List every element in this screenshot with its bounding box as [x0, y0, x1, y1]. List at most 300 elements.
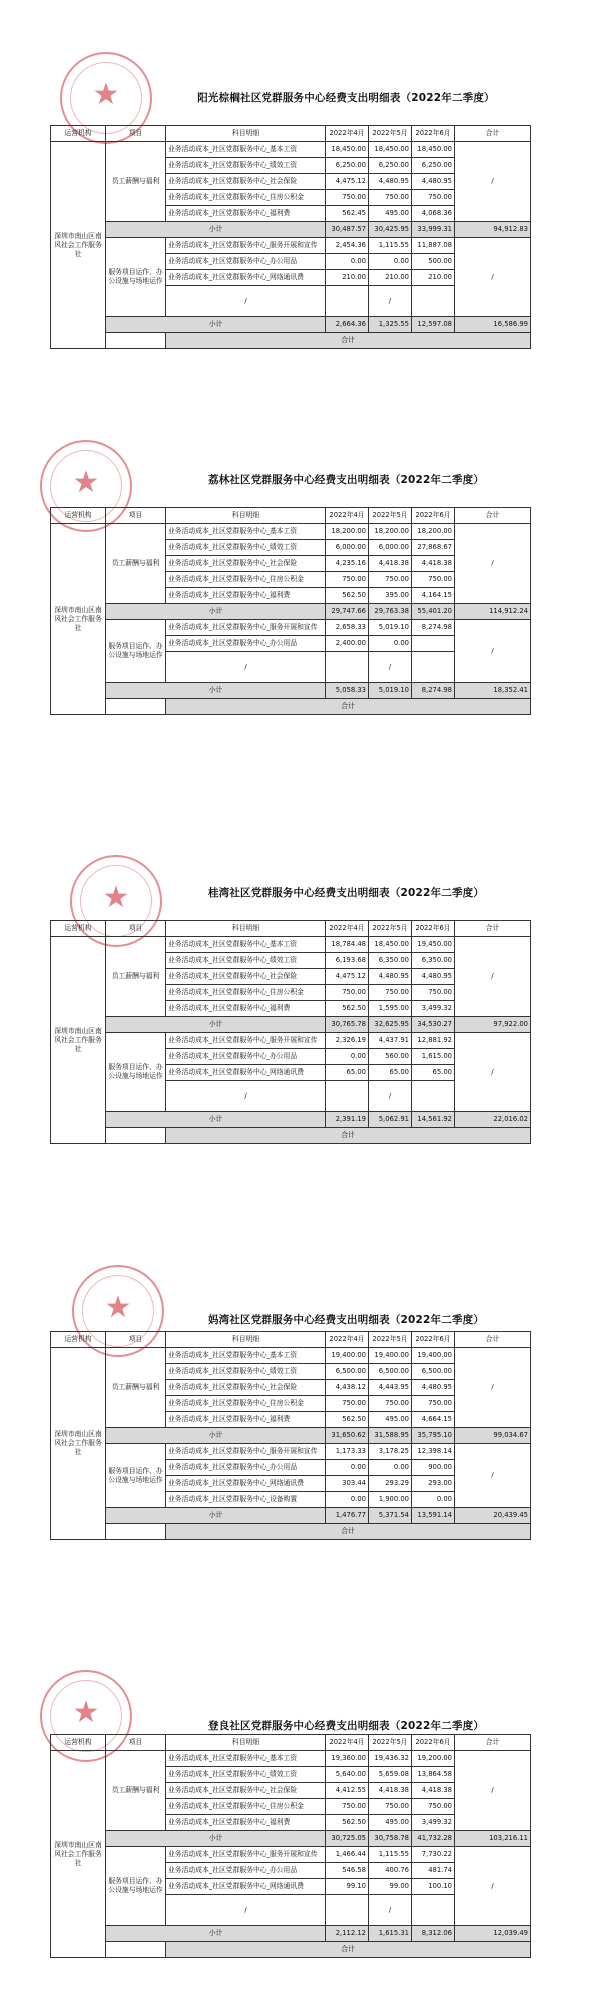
value-april: 750.00 [326, 985, 369, 1001]
value-june: 4,480.95 [412, 174, 455, 190]
group-name: 服务项目运作、办公设施与场地运作 [106, 1444, 166, 1508]
value-april: 0.00 [326, 1492, 369, 1508]
subtotal-row [51, 222, 531, 238]
item-name: 业务活动成本_社区党群服务中心_服务开展和宣传 [166, 620, 326, 636]
value-may: 1,595.00 [369, 1001, 412, 1017]
value-june: 6,500.00 [412, 1364, 455, 1380]
value-april: 4,412.55 [326, 1783, 369, 1799]
grand-total-row [51, 1524, 531, 1540]
subtotal-label: 小计 [106, 1428, 326, 1444]
subtotal-april: 2,391.19 [326, 1112, 369, 1128]
value-april: 1,466.44 [326, 1847, 369, 1863]
header-june: 2022年6月 [412, 508, 455, 524]
value-april: 2,658.33 [326, 620, 369, 636]
value-may: 4,443.95 [369, 1380, 412, 1396]
value-june: 500.00 [412, 254, 455, 270]
item-name: 业务活动成本_社区党群服务中心_社会保险 [166, 969, 326, 985]
item-name: 业务活动成本_社区党群服务中心_福利费 [166, 206, 326, 222]
item-name: 业务活动成本_社区党群服务中心_社会保险 [166, 174, 326, 190]
table-row [51, 937, 531, 953]
item-name: 业务活动成本_社区党群服务中心_服务开展和宣传 [166, 1033, 326, 1049]
subtotal-label: 小计 [106, 1831, 326, 1847]
value-june: 18,450.00 [412, 142, 455, 158]
row-total-mark: / [455, 142, 531, 222]
value-may: 4,480.95 [369, 969, 412, 985]
item-name: 业务活动成本_社区党群服务中心_绩效工资 [166, 953, 326, 969]
table-row [51, 1348, 531, 1364]
value-april: 2,454.36 [326, 238, 369, 254]
header-item: 科目明细 [166, 508, 326, 524]
subtotal-june: 33,999.31 [412, 222, 455, 238]
item-name: 业务活动成本_社区党群服务中心_办公用品 [166, 254, 326, 270]
subtotal-april: 31,650.62 [326, 1428, 369, 1444]
item-name: 业务活动成本_社区党群服务中心_网络通讯费 [166, 1476, 326, 1492]
value-june: 4,164.15 [412, 588, 455, 604]
seal-star-icon: ★ [92, 77, 120, 112]
header-row [51, 1735, 531, 1751]
row-total-mark: / [455, 1751, 531, 1831]
item-name: 业务活动成本_社区党群服务中心_社会保险 [166, 1380, 326, 1396]
value-may: 400.76 [369, 1863, 412, 1879]
expense-table [50, 507, 531, 715]
header-april: 2022年4月 [326, 1735, 369, 1751]
value-may: / [369, 1081, 412, 1112]
org-name: 深圳市南山区南风社会工作服务社 [51, 524, 106, 715]
header-project: 项目 [106, 508, 166, 524]
value-april [326, 652, 369, 683]
value-april: 546.58 [326, 1863, 369, 1879]
subtotal-april: 1,476.77 [326, 1508, 369, 1524]
subtotal-row [51, 1428, 531, 1444]
item-name: 业务活动成本_社区党群服务中心_绩效工资 [166, 540, 326, 556]
blank-cell [106, 1128, 166, 1144]
item-name: 业务活动成本_社区党群服务中心_服务开展和宣传 [166, 1444, 326, 1460]
value-april: 18,784.48 [326, 937, 369, 953]
value-april: 2,400.00 [326, 636, 369, 652]
item-name: 业务活动成本_社区党群服务中心_住房公积金 [166, 1396, 326, 1412]
subtotal-label: 小计 [106, 1508, 326, 1524]
value-april: 99.10 [326, 1879, 369, 1895]
value-june: 750.00 [412, 1396, 455, 1412]
value-june: 4,418.38 [412, 1783, 455, 1799]
value-june: 100.10 [412, 1879, 455, 1895]
value-may: 495.00 [369, 206, 412, 222]
subtotal-row [51, 317, 531, 333]
table-row [51, 1847, 531, 1863]
item-name: 业务活动成本_社区党群服务中心_办公用品 [166, 1863, 326, 1879]
subtotal-april: 29,747.66 [326, 604, 369, 620]
item-name: 业务活动成本_社区党群服务中心_办公用品 [166, 636, 326, 652]
item-name: 业务活动成本_社区党群服务中心_设备购置 [166, 1492, 326, 1508]
value-june: 12,881.92 [412, 1033, 455, 1049]
grand-total-row [51, 699, 531, 715]
item-name: 业务活动成本_社区党群服务中心_福利费 [166, 588, 326, 604]
subtotal-may: 5,019.10 [369, 683, 412, 699]
org-name: 深圳市南山区南风社会工作服务社 [51, 142, 106, 349]
header-row [51, 508, 531, 524]
table-row [51, 1444, 531, 1460]
value-june: 210.00 [412, 270, 455, 286]
subtotal-may: 30,425.95 [369, 222, 412, 238]
value-april: 1,173.33 [326, 1444, 369, 1460]
header-april: 2022年4月 [326, 921, 369, 937]
value-april: 0.00 [326, 254, 369, 270]
header-project: 项目 [106, 1332, 166, 1348]
subtotal-april: 2,112.12 [326, 1926, 369, 1942]
value-may: 18,450.00 [369, 142, 412, 158]
blank-cell [106, 1942, 166, 1958]
header-total: 合计 [455, 921, 531, 937]
subtotal-may: 30,758.78 [369, 1831, 412, 1847]
value-april: 562.50 [326, 1412, 369, 1428]
subtotal-may: 5,062.91 [369, 1112, 412, 1128]
item-name: 业务活动成本_社区党群服务中心_服务开展和宣传 [166, 1847, 326, 1863]
value-june [412, 1081, 455, 1112]
group-name: 服务项目运作、办公设施与场地运作 [106, 1847, 166, 1926]
header-june: 2022年6月 [412, 126, 455, 142]
value-june: 4,068.36 [412, 206, 455, 222]
table-row [51, 524, 531, 540]
header-item: 科目明细 [166, 126, 326, 142]
subtotal-june: 12,597.08 [412, 317, 455, 333]
value-may: / [369, 286, 412, 317]
value-june: 19,450.00 [412, 937, 455, 953]
subtotal-may: 32,625.95 [369, 1017, 412, 1033]
item-name: 业务活动成本_社区党群服务中心_网络通讯费 [166, 1879, 326, 1895]
value-april: 4,475.12 [326, 969, 369, 985]
seal-star-icon: ★ [104, 1290, 132, 1325]
subtotal-total: 12,039.49 [455, 1926, 531, 1942]
table-title: 阳光棕榈社区党群服务中心经费支出明细表（2022年二季度） [197, 92, 495, 104]
value-april [326, 1081, 369, 1112]
group-name: 员工薪酬与福利 [106, 937, 166, 1017]
table-title: 荔林社区党群服务中心经费支出明细表（2022年二季度） [207, 474, 485, 486]
value-may: 1,115.55 [369, 1847, 412, 1863]
subtotal-may: 29,763.38 [369, 604, 412, 620]
seal-star-icon: ★ [102, 880, 130, 915]
item-name: 业务活动成本_社区党群服务中心_住房公积金 [166, 985, 326, 1001]
row-total-mark: / [455, 620, 531, 683]
header-project: 项目 [106, 1735, 166, 1751]
header-may: 2022年5月 [369, 126, 412, 142]
value-april: 6,250.00 [326, 158, 369, 174]
value-june: 18,200.00 [412, 524, 455, 540]
value-june: 4,480.95 [412, 969, 455, 985]
value-june: 4,480.95 [412, 1380, 455, 1396]
subtotal-total: 97,922.00 [455, 1017, 531, 1033]
table-row [51, 620, 531, 636]
subtotal-total: 22,016.02 [455, 1112, 531, 1128]
table-title: 桂湾社区党群服务中心经费支出明细表（2022年二季度） [207, 887, 485, 899]
value-april: 562.45 [326, 206, 369, 222]
org-name: 深圳市南山区南风社会工作服务社 [51, 937, 106, 1144]
value-may: 18,200.00 [369, 524, 412, 540]
value-april: 65.00 [326, 1065, 369, 1081]
value-may: 495.00 [369, 1412, 412, 1428]
grand-total-label: 合计 [166, 333, 531, 349]
subtotal-label: 小计 [106, 1017, 326, 1033]
item-name: 业务活动成本_社区党群服务中心_绩效工资 [166, 1767, 326, 1783]
blank-cell [106, 333, 166, 349]
grand-total-label: 合计 [166, 699, 531, 715]
value-june: 750.00 [412, 985, 455, 1001]
value-may: 495.00 [369, 1815, 412, 1831]
value-april [326, 1895, 369, 1926]
subtotal-april: 30,765.78 [326, 1017, 369, 1033]
item-name: 业务活动成本_社区党群服务中心_住房公积金 [166, 1799, 326, 1815]
subtotal-may: 1,325.55 [369, 317, 412, 333]
value-june: 293.00 [412, 1476, 455, 1492]
value-june: 1,615.00 [412, 1049, 455, 1065]
header-total: 合计 [455, 126, 531, 142]
subtotal-total: 114,912.24 [455, 604, 531, 620]
value-june: 3,499.32 [412, 1001, 455, 1017]
table-title: 妈湾社区党群服务中心经费支出明细表（2022年二季度） [207, 1314, 485, 1326]
value-june: 481.74 [412, 1863, 455, 1879]
header-project: 项目 [106, 126, 166, 142]
value-may: 750.00 [369, 190, 412, 206]
value-april [326, 286, 369, 317]
value-may: 4,480.95 [369, 174, 412, 190]
value-may: 0.00 [369, 1460, 412, 1476]
value-may: 750.00 [369, 1396, 412, 1412]
value-june: 6,350.00 [412, 953, 455, 969]
value-may: 1,115.55 [369, 238, 412, 254]
item-name: 业务活动成本_社区党群服务中心_社会保险 [166, 556, 326, 572]
value-april: 0.00 [326, 1049, 369, 1065]
value-may: / [369, 1895, 412, 1926]
value-may: 750.00 [369, 572, 412, 588]
value-may: 560.00 [369, 1049, 412, 1065]
grand-total-row [51, 333, 531, 349]
value-june: 750.00 [412, 1799, 455, 1815]
table-title: 登良社区党群服务中心经费支出明细表（2022年二季度） [207, 1720, 485, 1732]
value-may: 293.29 [369, 1476, 412, 1492]
header-org: 运营机构 [51, 126, 106, 142]
value-may: 6,500.00 [369, 1364, 412, 1380]
header-june: 2022年6月 [412, 1332, 455, 1348]
subtotal-may: 5,371.54 [369, 1508, 412, 1524]
table-row [51, 238, 531, 254]
header-row [51, 1332, 531, 1348]
value-april: 562.50 [326, 1815, 369, 1831]
value-april: 5,640.00 [326, 1767, 369, 1783]
value-may: 0.00 [369, 254, 412, 270]
header-total: 合计 [455, 1332, 531, 1348]
value-april: 19,360.00 [326, 1751, 369, 1767]
item-name: 业务活动成本_社区党群服务中心_住房公积金 [166, 190, 326, 206]
org-name: 深圳市南山区南风社会工作服务社 [51, 1751, 106, 1958]
item-name: 业务活动成本_社区党群服务中心_服务开展和宣传 [166, 238, 326, 254]
header-row [51, 126, 531, 142]
grand-total-row [51, 1942, 531, 1958]
value-april: 750.00 [326, 1799, 369, 1815]
value-may: 18,450.00 [369, 937, 412, 953]
value-april: 562.50 [326, 588, 369, 604]
value-june: 3,499.32 [412, 1815, 455, 1831]
value-april: 2,326.19 [326, 1033, 369, 1049]
subtotal-total: 94,912.83 [455, 222, 531, 238]
item-name: / [166, 286, 326, 317]
expense-table [50, 1331, 531, 1540]
subtotal-june: 55,401.20 [412, 604, 455, 620]
subtotal-label: 小计 [106, 683, 326, 699]
seal-star-icon: ★ [72, 465, 100, 500]
item-name: / [166, 652, 326, 683]
value-june: 4,418.38 [412, 556, 455, 572]
group-name: 服务项目运作、办公设施与场地运作 [106, 620, 166, 683]
value-june: 19,400.00 [412, 1348, 455, 1364]
subtotal-total: 20,439.45 [455, 1508, 531, 1524]
value-may: 0.00 [369, 636, 412, 652]
header-june: 2022年6月 [412, 921, 455, 937]
subtotal-label: 小计 [106, 317, 326, 333]
subtotal-april: 5,058.33 [326, 683, 369, 699]
item-name: 业务活动成本_社区党群服务中心_网络通讯费 [166, 270, 326, 286]
value-may: 4,418.38 [369, 1783, 412, 1799]
grand-total-row [51, 1128, 531, 1144]
item-name: 业务活动成本_社区党群服务中心_网络通讯费 [166, 1065, 326, 1081]
subtotal-row [51, 1508, 531, 1524]
header-may: 2022年5月 [369, 921, 412, 937]
row-total-mark: / [455, 524, 531, 604]
subtotal-june: 14,561.92 [412, 1112, 455, 1128]
value-june: 0.00 [412, 1492, 455, 1508]
expense-table [50, 125, 531, 349]
row-total-mark: / [455, 1444, 531, 1508]
value-april: 6,500.00 [326, 1364, 369, 1380]
subtotal-june: 34,530.27 [412, 1017, 455, 1033]
value-april: 4,438.12 [326, 1380, 369, 1396]
value-may: 4,418.38 [369, 556, 412, 572]
table-row [51, 1751, 531, 1767]
item-name: 业务活动成本_社区党群服务中心_福利费 [166, 1001, 326, 1017]
header-project: 项目 [106, 921, 166, 937]
subtotal-label: 小计 [106, 604, 326, 620]
row-total-mark: / [455, 1348, 531, 1428]
subtotal-row [51, 1926, 531, 1942]
value-june: 8,274.98 [412, 620, 455, 636]
value-june: 7,730.22 [412, 1847, 455, 1863]
item-name: 业务活动成本_社区党群服务中心_基本工资 [166, 1348, 326, 1364]
value-may: 65.00 [369, 1065, 412, 1081]
header-may: 2022年5月 [369, 1735, 412, 1751]
value-may: 395.00 [369, 588, 412, 604]
value-may: 4,437.91 [369, 1033, 412, 1049]
value-may: 6,350.00 [369, 953, 412, 969]
expense-table [50, 920, 531, 1144]
value-may: 6,000.00 [369, 540, 412, 556]
value-april: 750.00 [326, 1396, 369, 1412]
group-name: 员工薪酬与福利 [106, 142, 166, 222]
value-may: 750.00 [369, 1799, 412, 1815]
header-april: 2022年4月 [326, 1332, 369, 1348]
subtotal-row [51, 1831, 531, 1847]
table-row [51, 142, 531, 158]
value-may: 19,400.00 [369, 1348, 412, 1364]
value-june: 13,864.58 [412, 1767, 455, 1783]
item-name: 业务活动成本_社区党群服务中心_绩效工资 [166, 158, 326, 174]
value-june [412, 652, 455, 683]
subtotal-label: 小计 [106, 1112, 326, 1128]
subtotal-june: 41,732.28 [412, 1831, 455, 1847]
group-name: 员工薪酬与福利 [106, 1348, 166, 1428]
header-item: 科目明细 [166, 921, 326, 937]
value-june: 19,200.00 [412, 1751, 455, 1767]
value-may: 19,436.32 [369, 1751, 412, 1767]
value-april: 0.00 [326, 1460, 369, 1476]
value-april: 750.00 [326, 572, 369, 588]
value-april: 4,475.12 [326, 174, 369, 190]
header-org: 运营机构 [51, 1332, 106, 1348]
subtotal-june: 35,795.10 [412, 1428, 455, 1444]
grand-total-label: 合计 [166, 1524, 531, 1540]
header-june: 2022年6月 [412, 1735, 455, 1751]
group-name: 服务项目运作、办公设施与场地运作 [106, 1033, 166, 1112]
value-may: 750.00 [369, 985, 412, 1001]
group-name: 服务项目运作、办公设施与场地运作 [106, 238, 166, 317]
subtotal-total: 16,586.99 [455, 317, 531, 333]
subtotal-june: 8,312.06 [412, 1926, 455, 1942]
subtotal-june: 13,591.14 [412, 1508, 455, 1524]
subtotal-april: 30,725.05 [326, 1831, 369, 1847]
subtotal-label: 小计 [106, 1926, 326, 1942]
value-may: / [369, 652, 412, 683]
row-total-mark: / [455, 1847, 531, 1926]
value-may: 5,019.10 [369, 620, 412, 636]
header-item: 科目明细 [166, 1735, 326, 1751]
item-name: 业务活动成本_社区党群服务中心_办公用品 [166, 1460, 326, 1476]
value-april: 562.50 [326, 1001, 369, 1017]
value-june [412, 1895, 455, 1926]
subtotal-april: 30,487.57 [326, 222, 369, 238]
value-may: 210.00 [369, 270, 412, 286]
value-april: 19,400.00 [326, 1348, 369, 1364]
subtotal-label: 小计 [106, 222, 326, 238]
row-total-mark: / [455, 937, 531, 1017]
value-june: 6,250.00 [412, 158, 455, 174]
item-name: 业务活动成本_社区党群服务中心_基本工资 [166, 937, 326, 953]
item-name: 业务活动成本_社区党群服务中心_社会保险 [166, 1783, 326, 1799]
value-june: 11,887.08 [412, 238, 455, 254]
subtotal-row [51, 1112, 531, 1128]
subtotal-total: 99,034.67 [455, 1428, 531, 1444]
header-may: 2022年5月 [369, 1332, 412, 1348]
value-may: 1,900.00 [369, 1492, 412, 1508]
value-june [412, 286, 455, 317]
row-total-mark: / [455, 238, 531, 317]
item-name: / [166, 1081, 326, 1112]
item-name: 业务活动成本_社区党群服务中心_基本工资 [166, 524, 326, 540]
value-may: 3,178.25 [369, 1444, 412, 1460]
subtotal-total: 18,352.41 [455, 683, 531, 699]
header-april: 2022年4月 [326, 508, 369, 524]
table-row [51, 1033, 531, 1049]
item-name: 业务活动成本_社区党群服务中心_基本工资 [166, 1751, 326, 1767]
value-april: 4,235.16 [326, 556, 369, 572]
value-may: 99.00 [369, 1879, 412, 1895]
value-june: 65.00 [412, 1065, 455, 1081]
item-name: 业务活动成本_社区党群服务中心_办公用品 [166, 1049, 326, 1065]
blank-cell [106, 699, 166, 715]
item-name: 业务活动成本_社区党群服务中心_福利费 [166, 1412, 326, 1428]
subtotal-may: 31,588.95 [369, 1428, 412, 1444]
value-june: 27,868.67 [412, 540, 455, 556]
value-april: 6,193.68 [326, 953, 369, 969]
header-april: 2022年4月 [326, 126, 369, 142]
subtotal-may: 1,615.31 [369, 1926, 412, 1942]
value-june: 900.00 [412, 1460, 455, 1476]
